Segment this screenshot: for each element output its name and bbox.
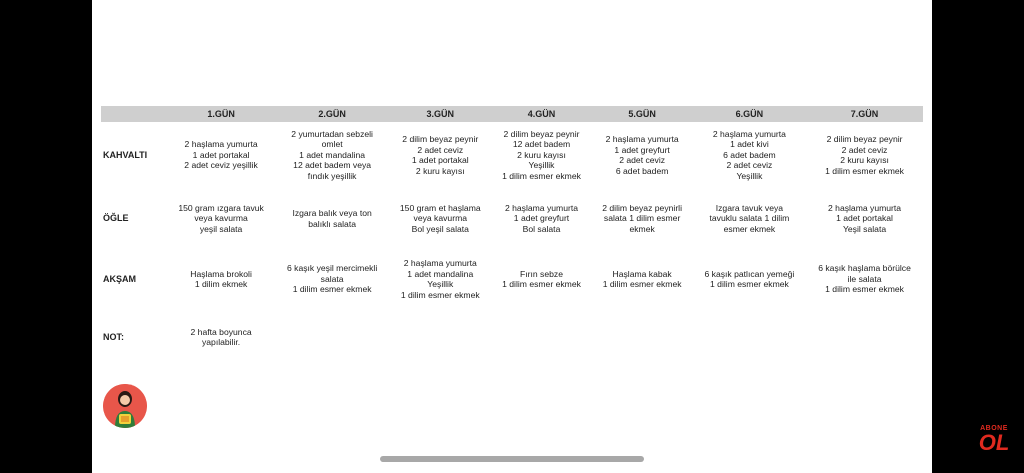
meal-cell — [389, 249, 491, 309]
meal-cell — [693, 249, 806, 309]
meal-line: ekmek — [629, 223, 655, 234]
meal-cell — [806, 249, 923, 309]
meal-line: 2 kuru kayısı — [840, 155, 889, 165]
meal-line: 2 haşlama yumurta — [828, 202, 902, 213]
meal-line: 2 dilim beyaz peynir — [826, 134, 903, 144]
meal-cell — [592, 309, 693, 365]
meal-line: 6 kaşık patlıcan yemeği — [704, 268, 795, 279]
meal-line: 2 adet ceviz — [417, 144, 464, 155]
meal-cell — [389, 122, 491, 188]
meal-line: omlet — [321, 139, 343, 150]
meal-line: 1 adet portakal — [192, 149, 250, 160]
table-row — [101, 122, 923, 188]
table-header-row — [101, 106, 923, 122]
meal-line: 2 adet ceviz — [841, 144, 888, 155]
meal-line: Yeşil salata — [842, 223, 887, 234]
meal-cell — [806, 122, 923, 188]
header-cell: 3.GÜN — [389, 106, 491, 122]
diet-plan-table — [101, 106, 923, 365]
horizontal-scrollbar[interactable] — [380, 456, 644, 462]
meal-line: 1 adet portakal — [411, 155, 469, 165]
meal-cell — [491, 249, 591, 309]
meal-line: Fırın sebze — [519, 268, 563, 279]
meal-line: 2 haşlama yumurta — [605, 134, 679, 144]
meal-line: 2 haşlama yumurta — [504, 202, 579, 213]
meal-label: ÖĞLE — [103, 213, 129, 224]
table-row — [101, 309, 923, 365]
meal-line: 2 dilim beyaz peynir — [503, 128, 580, 139]
meal-line: 1 dilim esmer ekmek — [400, 289, 480, 300]
meal-cell — [491, 188, 591, 249]
meal-line: Haşlama kabak — [612, 268, 672, 279]
meal-cell — [592, 188, 693, 249]
meal-line: veya kavurma — [413, 213, 468, 224]
meal-cell — [693, 309, 806, 365]
meal-line: 2 dilim beyaz peynir — [402, 134, 479, 144]
meal-cell — [389, 309, 491, 365]
meal-line: 1 adet kivi — [730, 139, 769, 150]
meal-cell — [275, 309, 389, 365]
meal-line: 1 dilim esmer ekmek — [710, 279, 789, 289]
header-cell — [101, 106, 167, 122]
meal-line: balıklı salata — [308, 218, 357, 229]
meal-line: Bol yeşil salata — [411, 223, 469, 234]
subscribe-watermark — [972, 425, 1016, 454]
meal-line: fındık yeşillik — [307, 170, 357, 181]
meal-line: yeşil salata — [199, 223, 243, 234]
meal-line: salata — [320, 273, 344, 284]
header-cell: 4.GÜN — [491, 106, 591, 122]
meal-cell — [167, 309, 275, 365]
meal-line: 1 adet portakal — [836, 213, 893, 224]
meal-line: 2 kuru kayısı — [415, 165, 465, 176]
header-cell: 1.GÜN — [167, 106, 275, 122]
meal-cell — [592, 249, 693, 309]
meal-line: 1 dilim esmer ekmek — [502, 170, 581, 181]
meal-line: 2 yumurtadan sebzeli — [291, 128, 373, 139]
meal-label: NOT: — [103, 331, 124, 342]
meal-line: 6 kaşık yeşil mercimekli — [286, 263, 378, 274]
document-page — [92, 0, 932, 473]
table-row — [101, 188, 923, 249]
meal-cell — [693, 188, 806, 249]
meal-line: tavuklu salata 1 dilim — [709, 213, 790, 224]
meal-cell — [167, 122, 275, 188]
meal-cell — [592, 122, 693, 188]
meal-line: 1 dilim esmer ekmek — [602, 279, 682, 289]
header-cell: 5.GÜN — [592, 106, 693, 122]
meal-line: ile salata — [847, 273, 882, 284]
meal-line: 1 dilim esmer ekmek — [502, 279, 581, 289]
meal-line: 1 dilim esmer ekmek — [292, 284, 372, 295]
meal-line: 6 adet badem — [723, 149, 776, 160]
meal-line: veya kavurma — [194, 213, 248, 224]
table-row — [101, 249, 923, 309]
meal-line: yapılabilir. — [201, 337, 241, 347]
meal-cell — [491, 309, 591, 365]
chef-avatar-icon[interactable] — [103, 384, 147, 428]
subscribe-logo-text: OL — [978, 430, 1010, 455]
meal-line: 1 adet mandalina — [407, 268, 474, 279]
meal-label: KAHVALTI — [103, 149, 148, 160]
meal-line: 2 adet ceviz — [726, 160, 773, 171]
meal-line: 2 adet ceviz yeşillik — [184, 160, 258, 171]
meal-line: 6 kaşık haşlama börülce — [818, 263, 911, 274]
meal-line: 12 adet badem — [512, 139, 571, 150]
header-cell: 7.GÜN — [806, 106, 923, 122]
meal-cell — [693, 122, 806, 188]
subscribe-text: ABONE — [980, 425, 1008, 432]
meal-line: Izgara balık veya ton — [292, 208, 372, 218]
meal-cell — [167, 249, 275, 309]
meal-line: 1 adet greyfurt — [614, 144, 670, 155]
meal-cell — [806, 309, 923, 365]
meal-line: Yeşillik — [528, 160, 555, 171]
meal-line: salata 1 dilim esmer — [603, 213, 681, 224]
meal-cell — [491, 122, 591, 188]
meal-line: 1 dilim esmer ekmek — [825, 165, 904, 176]
meal-line: 2 kuru kayısı — [517, 149, 566, 160]
meal-line: Yeşillik — [736, 170, 763, 181]
meal-cell — [275, 249, 389, 309]
meal-line: esmer ekmek — [723, 223, 776, 234]
meal-line: 12 adet badem veya — [293, 160, 372, 171]
meal-line: Izgara tavuk veya — [715, 202, 784, 213]
meal-cell — [167, 188, 275, 249]
meal-line: 150 gram et haşlama — [399, 202, 481, 213]
meal-line: 2 haşlama yumurta — [403, 258, 477, 268]
header-cell: 2.GÜN — [275, 106, 389, 122]
meal-cell — [275, 188, 389, 249]
meal-line: 1 dilim ekmek — [194, 279, 248, 289]
meal-line: 1 dilim esmer ekmek — [825, 284, 904, 295]
meal-line: 2 adet ceviz — [619, 155, 666, 165]
meal-line: 2 haşlama yumurta — [712, 128, 786, 139]
meal-cell — [275, 122, 389, 188]
header-cell: 6.GÜN — [693, 106, 806, 122]
meal-line: 6 adet badem — [615, 165, 669, 176]
meal-cell — [389, 188, 491, 249]
meal-line: 2 hafta boyunca — [190, 326, 252, 337]
meal-line: 1 adet greyfurt — [513, 213, 570, 224]
meal-cell — [806, 188, 923, 249]
meal-line: 1 adet mandalina — [299, 149, 366, 160]
meal-line: 2 dilim beyaz peynirli — [602, 202, 682, 213]
meal-line: 2 haşlama yumurta — [184, 139, 258, 150]
meal-line: Bol salata — [522, 223, 561, 234]
meal-line: Haşlama brokoli — [190, 268, 252, 279]
meal-label: AKŞAM — [103, 273, 136, 284]
meal-line: Yeşillik — [427, 279, 454, 289]
meal-line: 150 gram ızgara tavuk — [178, 202, 264, 213]
